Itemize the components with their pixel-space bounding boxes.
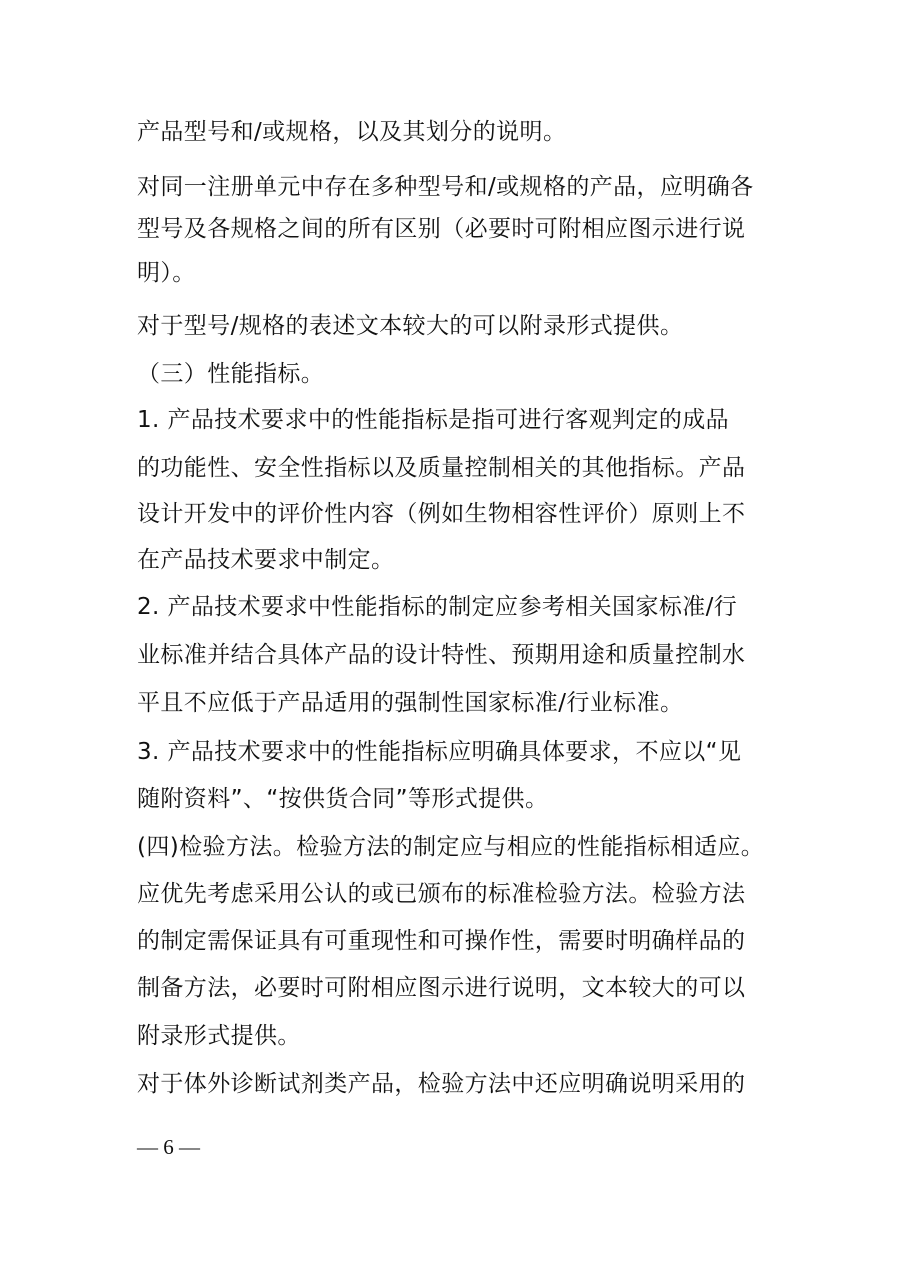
text-line: 应优先考虑采用公认的或已颁布的标准检验方法。检验方法 [137,881,746,907]
text-line: 产品型号和/或规格，以及其划分的说明。 [137,119,567,145]
text-line: 明）。 [137,260,196,286]
page-number: — 6 — [137,1135,200,1159]
text-line: 随附资料”、“按供货合同”等形式提供。 [137,786,549,812]
text-line: 平且不应低于产品适用的强制性国家标准/行业标准。 [137,690,684,716]
text-line: （三）性能指标。 [137,361,325,387]
text-line: 3. 产品技术要求中的性能指标应明确具体要求，不应以“见 [137,739,742,765]
text-line: 在产品技术要求中制定。 [137,547,395,573]
text-line: 的功能性、安全性指标以及质量控制相关的其他指标。产品 [137,455,746,481]
text-line: 制备方法，必要时可附相应图示进行说明，文本较大的可以 [137,975,746,1001]
text-line: 对于型号/规格的表述文本较大的可以附录形式提供。 [137,313,684,339]
text-line: 对同一注册单元中存在多种型号和/或规格的产品，应明确各 [137,174,754,200]
text-line: 2. 产品技术要求中性能指标的制定应参考相关国家标准/行 [137,594,738,620]
text-line: 型号及各规格之间的所有区别（必要时可附相应图示进行说 [137,216,746,242]
text-line: 附录形式提供。 [137,1023,301,1049]
text-line: 1. 产品技术要求中的性能指标是指可进行客观判定的成品 [137,407,730,433]
text-line: (四)检验方法。检验方法的制定应与相应的性能指标相适应。 [137,834,765,860]
text-line: 的制定需保证具有可重现性和可操作性，需要时明确样品的 [137,928,746,954]
text-line: 设计开发中的评价性内容（例如生物相容性评价）原则上不 [137,501,746,527]
text-line: 业标准并结合具体产品的设计特性、预期用途和质量控制水 [137,642,746,668]
text-line: 对于体外诊断试剂类产品，检验方法中还应明确说明采用的 [137,1071,746,1097]
